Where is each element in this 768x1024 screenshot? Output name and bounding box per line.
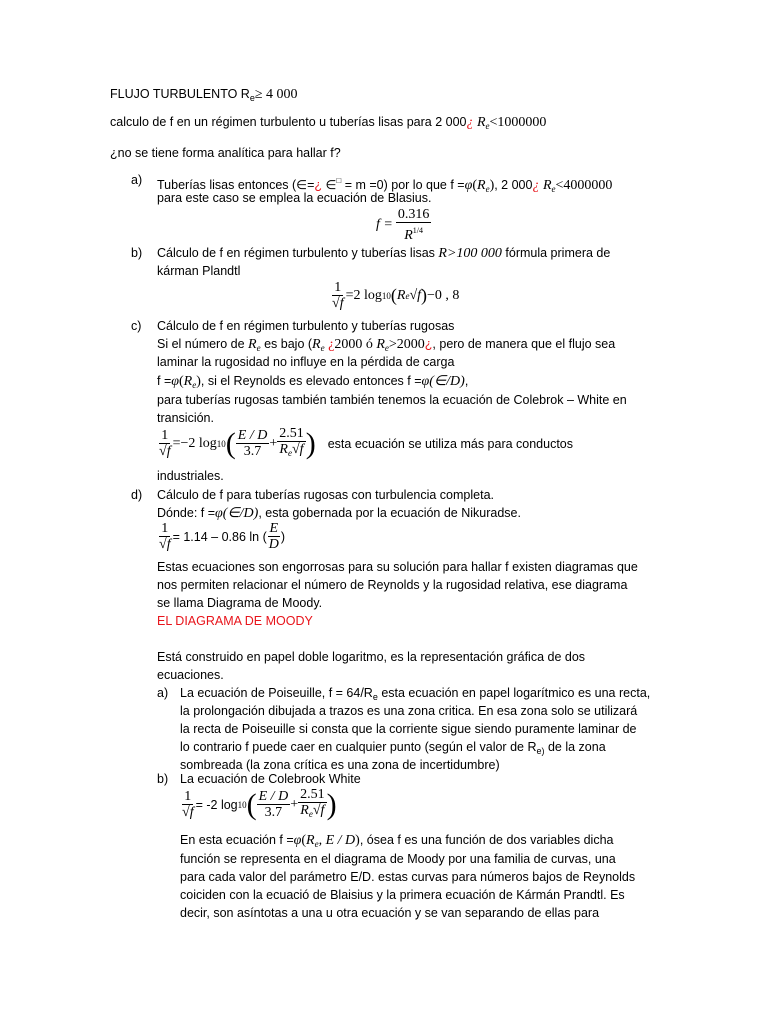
item-d-label: d): [131, 488, 143, 502]
sub-item-b-line-4: para cada valor del parámetro E/D. estas curvas para números bajos de Reynolds: [180, 870, 636, 884]
item-c-line-3: laminar la rugosidad no influye en la pérdida de carga: [157, 355, 455, 369]
sub-item-b-line-3: función se representa en el diagrama de Moody por una familia de curvas, una: [180, 852, 616, 866]
colebrook-equation-c: $\frac{1}{√f}$ =−2 log 10 ( $\frac{E / D}{3.7}$ + $\frac{2.51}{R_e√f}$ ) esta ecuación se utiliza más para conductos: [159, 426, 574, 460]
item-c-line-6: transición.: [157, 411, 214, 425]
blasius-equation: f = $\frac{0.316}{R^{1/4}}$: [376, 207, 430, 243]
paragraph-2-line-1: Está construido en papel doble logaritmo, es la representación gráfica de dos: [157, 650, 586, 664]
item-b-label: b): [131, 246, 143, 260]
karman-prandtl-equation: $\frac{1}{√f}$ =2 log 10 ( R e √f ) −0 , 8: [332, 280, 460, 311]
sub-item-a-line-1: La ecuación de Poiseuille, $f = 64/R_e$ esta ecuación en papel logarítmico es una recta,: [180, 686, 651, 702]
item-d-line-1: Cálculo de f para tuberías rugosas con turbulencia completa.: [157, 488, 494, 502]
paragraph-1-line-2: nos permiten relacionar el número de Reynolds y la rugosidad relativa, ese diagrama: [157, 578, 628, 592]
paragraph-1-line-1: Estas ecuaciones son engorrosas para su solución para hallar f existen diagramas que: [157, 560, 638, 574]
item-c-label: c): [131, 319, 142, 333]
intro-question: ¿no se tiene forma analítica para hallar f?: [110, 146, 341, 160]
sub-item-b-line-5: coiciden con la ecuació de Blaisius y la primera ecuación de Kármán Prandtl. Es: [180, 888, 625, 902]
sub-item-b-label: b): [157, 772, 169, 786]
item-b-line-1: Cálculo de f en régimen turbulento y tuberías lisas R>100 000 fórmula primera de: [157, 246, 611, 261]
item-c-line-2: Si el número de $R_e$ es bajo ($R_e$ ¿2000 ó $R_e>2000¿$, pero de manera que el flujo sea: [157, 337, 616, 353]
item-a-line-1: Tuberías lisas entonces (∈=¿ ∈□ = m =0) por lo que $f =\varphi(R_e)$, 2 000¿ $R_e<4000000$: [157, 176, 613, 194]
colebrook-equation-b: $\frac{1}{√f}$ = -2 log 10 ( $\frac{E / D}{3.7}$ + $\frac{2.51}{R_e√f}$ ): [182, 787, 337, 821]
paragraph-1-line-3: se llama Diagrama de Moody.: [157, 596, 323, 610]
sub-item-b-line-1: La ecuación de Colebrook White: [180, 772, 361, 786]
item-c-line-5: para tuberías rugosas también también tenemos la ecuación de Colebrok – White en: [157, 393, 627, 407]
section-title: FLUJO TURBULENTO $R_e\ge 4$ 000: [110, 87, 298, 103]
moody-heading: EL DIAGRAMA DE MOODY: [157, 614, 313, 628]
sub-item-b-line-6: decir, son asíntotas a una u otra ecuación y se van separando de ellas para: [180, 906, 600, 920]
item-c-line-4: $f =\varphi(R_e)$, si el Reynolds es elevado entonces f =φ(∈/D),: [157, 374, 469, 390]
paragraph-2-line-2: ecuaciones.: [157, 668, 224, 682]
item-a-label: a): [131, 173, 143, 187]
item-c-line-7: industriales.: [157, 469, 224, 483]
item-d-line-2: Dónde: f =φ(∈/D), esta gobernada por la ecuación de Nikuradse.: [157, 506, 521, 521]
sub-item-a-line-3: la recta de Poiseuille si consta que la corriente sigue siendo puramente laminar de: [180, 722, 637, 736]
sub-item-a-line-4: lo contrario f puede caer en cualquier punto (según el valor de $R_{e)}$ de la zona: [180, 740, 606, 756]
sub-item-a-line-2: la prolongación dibujada a trazos es una zona critica. En esa zona solo se utilizará: [180, 704, 638, 718]
intro-line-1: calculo de f en un régimen turbulento u tuberías lisas para 2 000¿ $R_e<1000000$: [110, 115, 547, 131]
item-b-line-2: kárman Plandtl: [157, 264, 241, 278]
nikuradse-equation: $\frac{1}{√f}$ = 1.14 – 0.86 ln ( $\frac{E}{D}$ ): [159, 521, 286, 552]
item-a-line-2: para este caso se emplea la ecuación de Blasius.: [157, 191, 432, 205]
sub-item-b-line-2: En esta ecuación $f =\varphi(R_e$, E / D), ósea f es una función de dos variables dicha: [180, 833, 614, 849]
sub-item-a-label: a): [157, 686, 169, 700]
sub-item-a-line-5: sombreada (la zona crítica es una zona de incertidumbre): [180, 758, 500, 772]
item-c-line-1: Cálculo de f en régimen turbulento y tuberías rugosas: [157, 319, 455, 333]
